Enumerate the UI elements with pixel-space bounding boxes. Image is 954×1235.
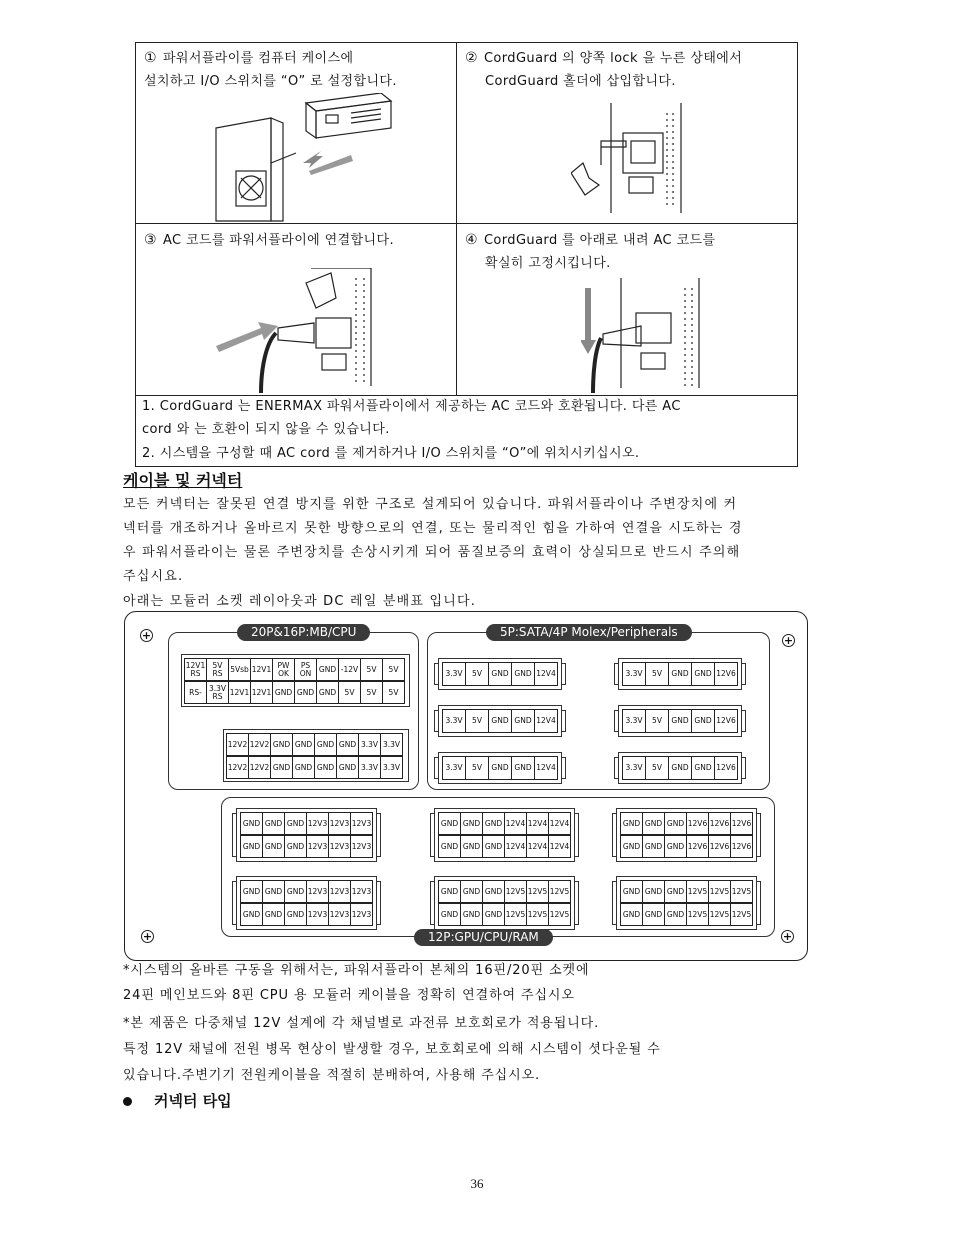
- pin-label: 5V: [645, 662, 669, 686]
- pin-label: GND: [620, 835, 643, 858]
- connector-latch: [575, 813, 579, 857]
- pin-label: GND: [314, 733, 337, 756]
- pin-label: GND: [460, 880, 483, 903]
- pin-label: 12V3: [328, 903, 351, 926]
- step-3-text: ③ AC 코드를 파워서플라이에 연결합니다.: [144, 232, 394, 248]
- connector: [434, 808, 575, 862]
- pin-label: GND: [620, 903, 643, 926]
- pin-label: GND: [284, 812, 307, 835]
- pin-label: GND: [482, 835, 505, 858]
- pin-label: 12V6: [714, 756, 738, 780]
- pin-label: 3.3V: [622, 709, 646, 733]
- pin-label: 5V RS: [206, 658, 229, 681]
- pin-label: 5V: [360, 681, 383, 704]
- pin-label: 12V4: [548, 835, 571, 858]
- pin-label: 5V: [465, 756, 489, 780]
- pin-label: 12V5: [526, 903, 549, 926]
- pin-label: 3.3V: [622, 662, 646, 686]
- footnote-2-cont2: 있습니다.주변기기 전원케이블을 적절히 분배하여, 사용해 주십시오.: [123, 1068, 541, 1083]
- connector-latch: [377, 881, 381, 925]
- pin-label: 5V: [465, 662, 489, 686]
- pin-label: 12V5: [686, 903, 709, 926]
- pin-label: GND: [691, 662, 715, 686]
- pin-label: GND: [270, 756, 293, 779]
- pin-label: 12V4: [534, 756, 558, 780]
- connector: [616, 876, 757, 930]
- connector-latch: [742, 663, 746, 685]
- connector-latch: [232, 881, 236, 925]
- footnote-1: *시스템의 올바른 구동을 위해서는, 파워서플라이 본체의 16핀/20핀 소켓에: [123, 963, 590, 978]
- connector: [434, 876, 575, 930]
- connector-latch: [742, 710, 746, 732]
- mount-plus-icon: +: [142, 930, 153, 943]
- connector-latch: [614, 710, 618, 732]
- paragraph-line-3: 우 파워서플라이는 물론 주변장치를 손상시키게 되어 품질보증의 효력이 상실되므로 반드시 주의해: [123, 545, 741, 560]
- pin-label: GND: [482, 812, 505, 835]
- pin-label: GND: [511, 756, 535, 780]
- socket-layout-diagram: [124, 611, 808, 961]
- pin-label: 3.3V: [380, 756, 403, 779]
- instruction-table: [135, 42, 798, 467]
- footnote-2: *본 제품은 다중채널 12V 설계에 각 채널별로 과전류 보호회로가 적용됩니다.: [123, 1016, 600, 1031]
- connector-latch: [757, 881, 761, 925]
- pin-label: 12V2: [226, 756, 249, 779]
- table-divider-row1: [136, 223, 797, 224]
- step-1-number: ①: [144, 50, 157, 66]
- connector: [438, 705, 562, 737]
- pin-label: 12V3: [350, 903, 373, 926]
- connector: [438, 752, 562, 784]
- pin-label: 12V3: [350, 835, 373, 858]
- step-4-number: ④: [465, 232, 478, 248]
- mb-cpu-label: 20P&16P:MB/CPU: [237, 624, 370, 641]
- step-2-illustration: [571, 103, 721, 218]
- pin-label: 12V5: [504, 880, 527, 903]
- pin-label: 12V3: [350, 880, 373, 903]
- pin-label: 12V3: [328, 835, 351, 858]
- pin-label: GND: [284, 880, 307, 903]
- pin-label: GND: [668, 709, 692, 733]
- step-1-text: ① 파워서플라이를 컴퓨터 케이스에 설치하고 I/O 스위치를 “O” 로 설정합니다.: [144, 50, 397, 89]
- pin-label: 5Vsb: [228, 658, 251, 681]
- pin-label: 3.3V: [442, 756, 466, 780]
- pin-label: GND: [511, 662, 535, 686]
- pin-label: 5V: [382, 681, 405, 704]
- pin-label: 12V6: [730, 812, 753, 835]
- pin-label: GND: [438, 835, 461, 858]
- pin-label: 12V5: [730, 903, 753, 926]
- pin-label: GND: [316, 658, 339, 681]
- paragraph-line-5: 아래는 모듈러 소켓 레이아웃과 DC 레일 분배표 입니다.: [123, 594, 477, 609]
- pin-label: 12V2: [226, 733, 249, 756]
- pin-label: 12V5: [548, 880, 571, 903]
- step-4-text: ④ CordGuard 를 아래로 내려 AC 코드를 확실히 고정시킵니다.: [465, 232, 716, 271]
- connector-latch: [612, 881, 616, 925]
- pin-label: 5V: [382, 658, 405, 681]
- pin-label: GND: [482, 880, 505, 903]
- gpu-cpu-ram-label: 12P:GPU/CPU/RAM: [414, 929, 553, 946]
- pin-label: 12V3: [306, 812, 329, 835]
- sata-molex-panel: [427, 625, 770, 790]
- pin-label: 12V5: [708, 903, 731, 926]
- mount-plus-icon: +: [141, 629, 152, 642]
- pin-label: 12V5: [686, 880, 709, 903]
- pin-label: 12V3: [328, 812, 351, 835]
- pin-label: 5V: [360, 658, 383, 681]
- pin-label: 5V: [465, 709, 489, 733]
- pin-label: GND: [460, 903, 483, 926]
- pin-label: GND: [664, 812, 687, 835]
- pin-label: GND: [460, 835, 483, 858]
- pin-label: 3.3V: [358, 733, 381, 756]
- pin-label: 12V6: [708, 812, 731, 835]
- pin-label: 12V4: [534, 662, 558, 686]
- section-title: 케이블 및 커넥터: [123, 471, 243, 490]
- step-2-text: ② CordGuard 의 양쪽 lock 을 누른 상태에서 CordGuard 홀더에 삽입합니다.: [465, 50, 743, 89]
- pin-label: GND: [438, 880, 461, 903]
- pin-label: GND: [642, 835, 665, 858]
- pin-label: GND: [240, 812, 263, 835]
- pin-label: 12V4: [526, 812, 549, 835]
- note-1-cont: cord 와 는 호환이 되지 않을 수 있습니다.: [142, 422, 390, 437]
- sata-molex-label: 5P:SATA/4P Molex/Peripherals: [486, 624, 692, 641]
- pin-label: GND: [262, 880, 285, 903]
- pin-label: GND: [272, 681, 295, 704]
- mount-plus-icon: +: [783, 634, 794, 647]
- note-1: 1. CordGuard 는 ENERMAX 파워서플라이에서 제공하는 AC 코드와 호환됩니다. 다른 AC: [142, 399, 681, 414]
- pin-label: GND: [642, 903, 665, 926]
- mount-plus-icon: +: [782, 930, 793, 943]
- pin-label: 12V5: [526, 880, 549, 903]
- pin-label: 12V3: [306, 903, 329, 926]
- pin-label: GND: [336, 733, 359, 756]
- connector: [236, 876, 377, 930]
- pin-label: GND: [488, 709, 512, 733]
- connector-latch: [562, 710, 566, 732]
- pin-label: GND: [292, 756, 315, 779]
- step-1-illustration: [211, 93, 451, 223]
- pin-label: GND: [620, 880, 643, 903]
- pin-label: GND: [270, 733, 293, 756]
- pin-label: GND: [488, 756, 512, 780]
- pin-label: 12V4: [504, 812, 527, 835]
- pin-label: 12V6: [730, 835, 753, 858]
- pin-label: GND: [294, 681, 317, 704]
- pin-label: 3.3V: [380, 733, 403, 756]
- pin-label: 12V1: [250, 681, 273, 704]
- pin-label: 12V3: [328, 880, 351, 903]
- pin-label: 12V6: [686, 835, 709, 858]
- connector-latch: [434, 663, 438, 685]
- connector: [616, 808, 757, 862]
- footnote-1-cont: 24핀 메인보드와 8핀 CPU 용 모듈러 케이블을 정확히 연결하여 주십시오: [123, 988, 575, 1003]
- connector: [236, 808, 377, 862]
- pin-label: GND: [691, 709, 715, 733]
- pin-label: GND: [620, 812, 643, 835]
- pin-label: 12V6: [686, 812, 709, 835]
- pin-label: GND: [664, 835, 687, 858]
- pin-label: GND: [240, 835, 263, 858]
- connector-latch: [434, 757, 438, 779]
- pin-label: 12V3: [350, 812, 373, 835]
- page-number: 36: [470, 1176, 484, 1191]
- pin-label: 12V1: [250, 658, 273, 681]
- pin-label: 3.3V: [442, 662, 466, 686]
- connector-latch: [614, 663, 618, 685]
- pin-label: GND: [642, 812, 665, 835]
- pin-label: GND: [314, 756, 337, 779]
- footnote-2-cont: 특정 12V 채널에 전원 병목 현상이 발생할 경우, 보호회로에 의해 시스템이 셧다운될 수: [123, 1042, 661, 1057]
- connector-type-heading: 커넥터 타입: [123, 1090, 232, 1111]
- pin-label: -12V: [338, 658, 361, 681]
- connector-latch: [742, 757, 746, 779]
- connector: [438, 658, 562, 690]
- pin-label: 12V4: [504, 835, 527, 858]
- pin-label: GND: [240, 880, 263, 903]
- pin-label: GND: [262, 812, 285, 835]
- pin-label: 5V: [338, 681, 361, 704]
- pin-label: PW OK: [272, 658, 295, 681]
- connector-latch: [430, 881, 434, 925]
- connector-latch: [612, 813, 616, 857]
- connector-latch: [377, 813, 381, 857]
- connector-latch: [614, 757, 618, 779]
- pin-label: GND: [438, 812, 461, 835]
- pin-label: GND: [460, 812, 483, 835]
- pin-label: 12V4: [526, 835, 549, 858]
- connector-latch: [562, 757, 566, 779]
- pin-label: 12V5: [504, 903, 527, 926]
- pin-label: GND: [664, 903, 687, 926]
- pin-label: GND: [292, 733, 315, 756]
- pin-label: 12V3: [306, 880, 329, 903]
- gpu-cpu-ram-panel: [221, 797, 775, 944]
- pin-label: GND: [664, 880, 687, 903]
- pin-label: GND: [438, 903, 461, 926]
- pin-label: 12V6: [714, 709, 738, 733]
- table-divider-vertical: [456, 43, 457, 395]
- paragraph-line-1: 모든 커넥터는 잘못된 연결 방지를 위한 구조로 설계되어 있습니다. 파워서플라이나 주변장치에 커: [123, 497, 738, 512]
- pin-label: GND: [262, 835, 285, 858]
- connector-16pin: [223, 729, 409, 782]
- pin-label: GND: [668, 662, 692, 686]
- step-4-illustration: [581, 278, 711, 393]
- pin-label: 3.3V: [442, 709, 466, 733]
- bullet-icon: [123, 1097, 132, 1106]
- connector-latch: [757, 813, 761, 857]
- pin-label: GND: [284, 835, 307, 858]
- pin-label: GND: [511, 709, 535, 733]
- pin-label: 12V5: [548, 903, 571, 926]
- pin-label: 12V6: [714, 662, 738, 686]
- pin-label: 12V2: [248, 733, 271, 756]
- pin-label: 5V: [645, 709, 669, 733]
- pin-label: GND: [691, 756, 715, 780]
- pin-label: GND: [336, 756, 359, 779]
- pin-label: GND: [284, 903, 307, 926]
- paragraph-line-2: 넥터를 개조하거나 올바르지 못한 방향으로의 연결, 또는 물리적인 힘을 가하여 연결을 시도하는 경: [123, 521, 743, 536]
- pin-label: 3.3V: [622, 756, 646, 780]
- connector-latch: [430, 813, 434, 857]
- pin-label: 12V3: [306, 835, 329, 858]
- connector: [618, 658, 742, 690]
- pin-label: 3.3V RS: [206, 681, 229, 704]
- pin-label: GND: [262, 903, 285, 926]
- pin-label: 5V: [645, 756, 669, 780]
- step-3-illustration: [216, 268, 456, 393]
- pin-label: GND: [316, 681, 339, 704]
- connector: [618, 705, 742, 737]
- connector-24pin: [181, 654, 410, 707]
- step-2-number: ②: [465, 50, 478, 66]
- connector-latch: [232, 813, 236, 857]
- connector-latch: [434, 710, 438, 732]
- pin-label: 12V5: [708, 880, 731, 903]
- note-2: 2. 시스템을 구성할 때 AC cord 를 제거하거나 I/O 스위치를 “O”에 위치시키십시오.: [142, 446, 640, 461]
- pin-label: RS-: [184, 681, 207, 704]
- pin-label: 12V1 RS: [184, 658, 207, 681]
- step-3-number: ③: [144, 232, 157, 248]
- pin-label: 12V4: [548, 812, 571, 835]
- pin-label: GND: [668, 756, 692, 780]
- paragraph-line-4: 주십시요.: [123, 569, 184, 584]
- pin-label: GND: [642, 880, 665, 903]
- pin-label: GND: [240, 903, 263, 926]
- pin-label: 12V4: [534, 709, 558, 733]
- pin-label: GND: [488, 662, 512, 686]
- connector-latch: [575, 881, 579, 925]
- connector: [618, 752, 742, 784]
- mb-cpu-panel: [168, 625, 419, 790]
- connector-latch: [562, 663, 566, 685]
- pin-label: 12V5: [730, 880, 753, 903]
- pin-label: 12V1: [228, 681, 251, 704]
- pin-label: GND: [482, 903, 505, 926]
- pin-label: 12V2: [248, 756, 271, 779]
- pin-label: PS ON: [294, 658, 317, 681]
- pin-label: 3.3V: [358, 756, 381, 779]
- pin-label: 12V6: [708, 835, 731, 858]
